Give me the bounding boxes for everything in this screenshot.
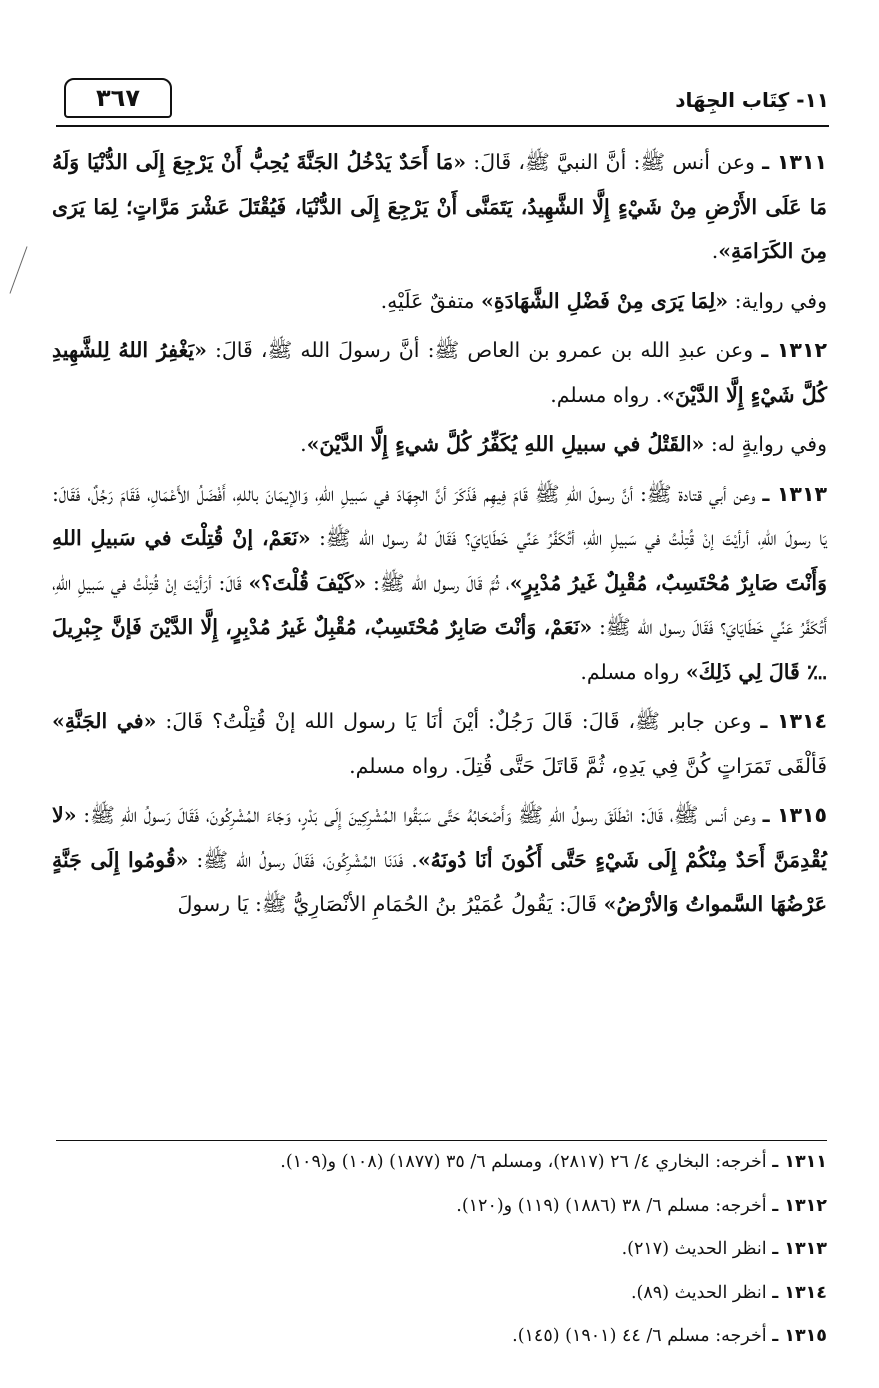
hadith-quote-3: «نَعَمْ، وَأنْتَ صَابِرٌ مُحْتَسِبٌ، مُقْبِلٌ غَيرُ مُدْبِرٍ، إِلَّا الدَّيْنَ فَإنَّ جِبْرِيلَ ؊ قَالَ لِي ذَلِكَ» [52, 615, 827, 684]
hadith-1313 [52, 472, 827, 695]
footnote-text: انظر الحديث (٢١٧). [621, 1239, 773, 1259]
variant-intro: وفي رواية: [728, 288, 827, 313]
hadith-number: ١٣١٤ ـ [760, 709, 828, 733]
hadith-quote-1: «لا يُقْدِمَنَّ أَحَدٌ مِنْكُمْ إِلَى شَيْءٍ حَتَّى أَكُونَ أنَا دُونَهُ» [52, 803, 827, 872]
footnote-number: ١٣١١ ـ [772, 1152, 827, 1172]
hadith-1312 [52, 328, 827, 417]
hadith-1314 [52, 699, 827, 788]
footnote [56, 1141, 827, 1185]
variant-quote: «لِمَا يَرَى مِنْ فَضْلِ الشَّهَادَةِ» [481, 288, 729, 313]
footnote-text: أخرجه: البخاري ٤/ ٢٦ (٢٨١٧)، ومسلم ٦/ ٣٥ (١٨٧٧) (١٠٨) و(١٠٩). [280, 1152, 773, 1172]
hadith-number: ١٣١٣ ـ [762, 481, 827, 506]
hadith-1312-variant [52, 422, 827, 467]
footnote-number: ١٣١٢ ـ [772, 1195, 827, 1216]
hadith-quote: «يَغْفِرُ اللهُ لِلشَّهِيدِ كُلَّ شَيْءٍ إِلَّا الدَّيْنَ» [52, 338, 827, 407]
footnote [56, 1315, 827, 1359]
footnotes [56, 1140, 827, 1359]
hadith-intro: وعن أبي قتادة ﷺ: أنَّ رسولَ اللهِ ﷺ قَامَ فِيهِم فَذَكَرَ أنَّ الجِهَادَ في سَبيلِ اللهِ، وَالإيمَانَ باللهِ، أَفْضَلُ الأَعْمَالِ، فَقَامَ رَجُلٌ، فَقَالَ: يَا رسولَ اللهِ، أرأيْتَ إنْ قُتِلْتُ في سَبيلِ اللهِ، أتُكَفَّرُ عَنِّي خَطَايَايَ؟ فَقَالَ لهُ رسول الله ﷺ: [52, 481, 827, 550]
hadith-source: فَألْقَى تَمَرَاتٍ كُنَّ فِي يَدِهِ، ثُمَّ قَاتَلَ حَتَّى قُتِلَ. رواه مسلم. [349, 753, 827, 778]
variant-intro: وفي روايةٍ له: [704, 432, 827, 456]
hadith-number: ١٣١٢ ـ [761, 338, 827, 362]
hadith-1311-variant [52, 279, 827, 324]
hadith-end: . [711, 239, 719, 263]
variant-end: . [300, 432, 307, 456]
hadith-intro: وعن جابر ﷺ، قَالَ: قَالَ رَجُلٌ: أيْنَ أنَا يَا رسول الله إنْ قُتِلْتُ؟ قَالَ: [156, 709, 761, 733]
chapter-title: ١١- كِتَاب الجِهَاد [675, 88, 829, 112]
footnote-text: انظر الحديث (٨٩). [630, 1282, 773, 1303]
hadith-intro: وعن عبدِ الله بن عمرو بن العاص ﷺ: أنَّ رسولَ الله ﷺ، قَالَ: [206, 338, 762, 362]
hadith-quote-1: «نَعَمْ، إنْ قُتِلْتَ في سَبيلِ اللهِ وَأَنْتَ صَابِرٌ مُحْتَسِبٌ، مُقْبِلٌ غَيرُ مُدْبِرٍ» [52, 526, 827, 595]
hadith-quote-2: «قُومُوا إِلَى جَنَّةٍ عَرْضُهَا السَّمواتُ وَالأرْضُ» [52, 847, 827, 916]
hadith-text-end: قَالَ: يَقُولُ عُمَيْرُ بنُ الحُمَامِ الأنْصَارِيُّ ﷺ: يَا رسولَ [177, 892, 604, 916]
hadith-number: ١٣١١ ـ [762, 150, 827, 174]
hadith-source: . رواه مسلم. [550, 382, 663, 407]
footnote-number: ١٣١٣ ـ [772, 1239, 827, 1259]
footnote [56, 1185, 827, 1229]
hadith-quote: «في الجَنَّةِ» [52, 709, 157, 733]
main-text [52, 140, 827, 932]
header-divider [56, 125, 829, 127]
footnote-text: أخرجه: مسلم ٦/ ٣٨ (١٨٨٦) (١١٩) و(١٢٠). [456, 1195, 773, 1216]
hadith-number: ١٣١٥ ـ [762, 803, 827, 827]
hadith-text-mid-1: . فَدَنَا المُشْرِكُونَ، فَقَالَ رسولُ الله ﷺ: [188, 847, 418, 872]
variant-quote: «القَتْلُ في سبيلِ اللهِ يُكَفِّرُ كُلَّ شيءٍ إِلَّا الدَّيْنَ» [306, 432, 705, 456]
hadith-intro: وعن أنس ﷺ، قَالَ: انْطَلَقَ رسولُ اللهِ ﷺ وَأَصْحَابُهُ حَتَّى سَبَقُوا المُشْرِكِينَ إِلَى بَدْرٍ، وَجَاءَ المُشْرِكُونَ، فَقَالَ رَسولُ اللهِ ﷺ: [76, 803, 763, 827]
page-header [56, 78, 829, 126]
footnote [56, 1228, 827, 1272]
footnote-number: ١٣١٤ ـ [772, 1282, 827, 1303]
margin-pen-mark [9, 246, 27, 293]
hadith-text-mid-2: قَالَ: أرَأيْتَ إنْ قُتِلْتُ في سَبيلِ اللهِ، أَتُكَفَّرُ عَنِّي خَطَايَايَ؟ فَقَالَ رسول الله ﷺ: [52, 570, 827, 639]
footnote-text: أخرجه: مسلم ٦/ ٤٤ (١٩٠١) (١٤٥). [512, 1326, 773, 1346]
hadith-intro: وعن أنس ﷺ: أنَّ النبيَّ ﷺ، قَالَ: [466, 150, 763, 174]
variant-source: متفقٌ عَلَيْهِ. [380, 288, 482, 313]
hadith-source: رواه مسلم. [580, 659, 686, 684]
hadith-1311 [52, 140, 827, 274]
hadith-text-mid-1: ، ثُمَّ قَالَ رسول الله ﷺ: [366, 570, 510, 595]
footnote [56, 1272, 827, 1316]
hadith-1315 [52, 793, 827, 927]
hadith-quote: «مَا أَحَدٌ يَدْخُلُ الجَنَّةَ يُحِبُّ أَنْ يَرْجِعَ إِلَى الدُّنْيَا وَلَهُ مَا عَلَى الأَرْضِ مِنْ شَيْءٍ إِلَّا الشَّهِيدُ، يَتَمَنَّى أَنْ يَرْجِعَ إِلَى الدُّنْيَا، فَيُقْتَلَ عَشْرَ مَرَّاتٍ؛ لِمَا يَرَى مِنَ الكَرَامَةِ» [52, 150, 827, 263]
page-number: ٣٦٧ [64, 78, 172, 118]
footnote-number: ١٣١٥ ـ [772, 1326, 827, 1346]
hadith-quote-2: «كَيْفَ قُلْتَ؟» [248, 570, 367, 595]
